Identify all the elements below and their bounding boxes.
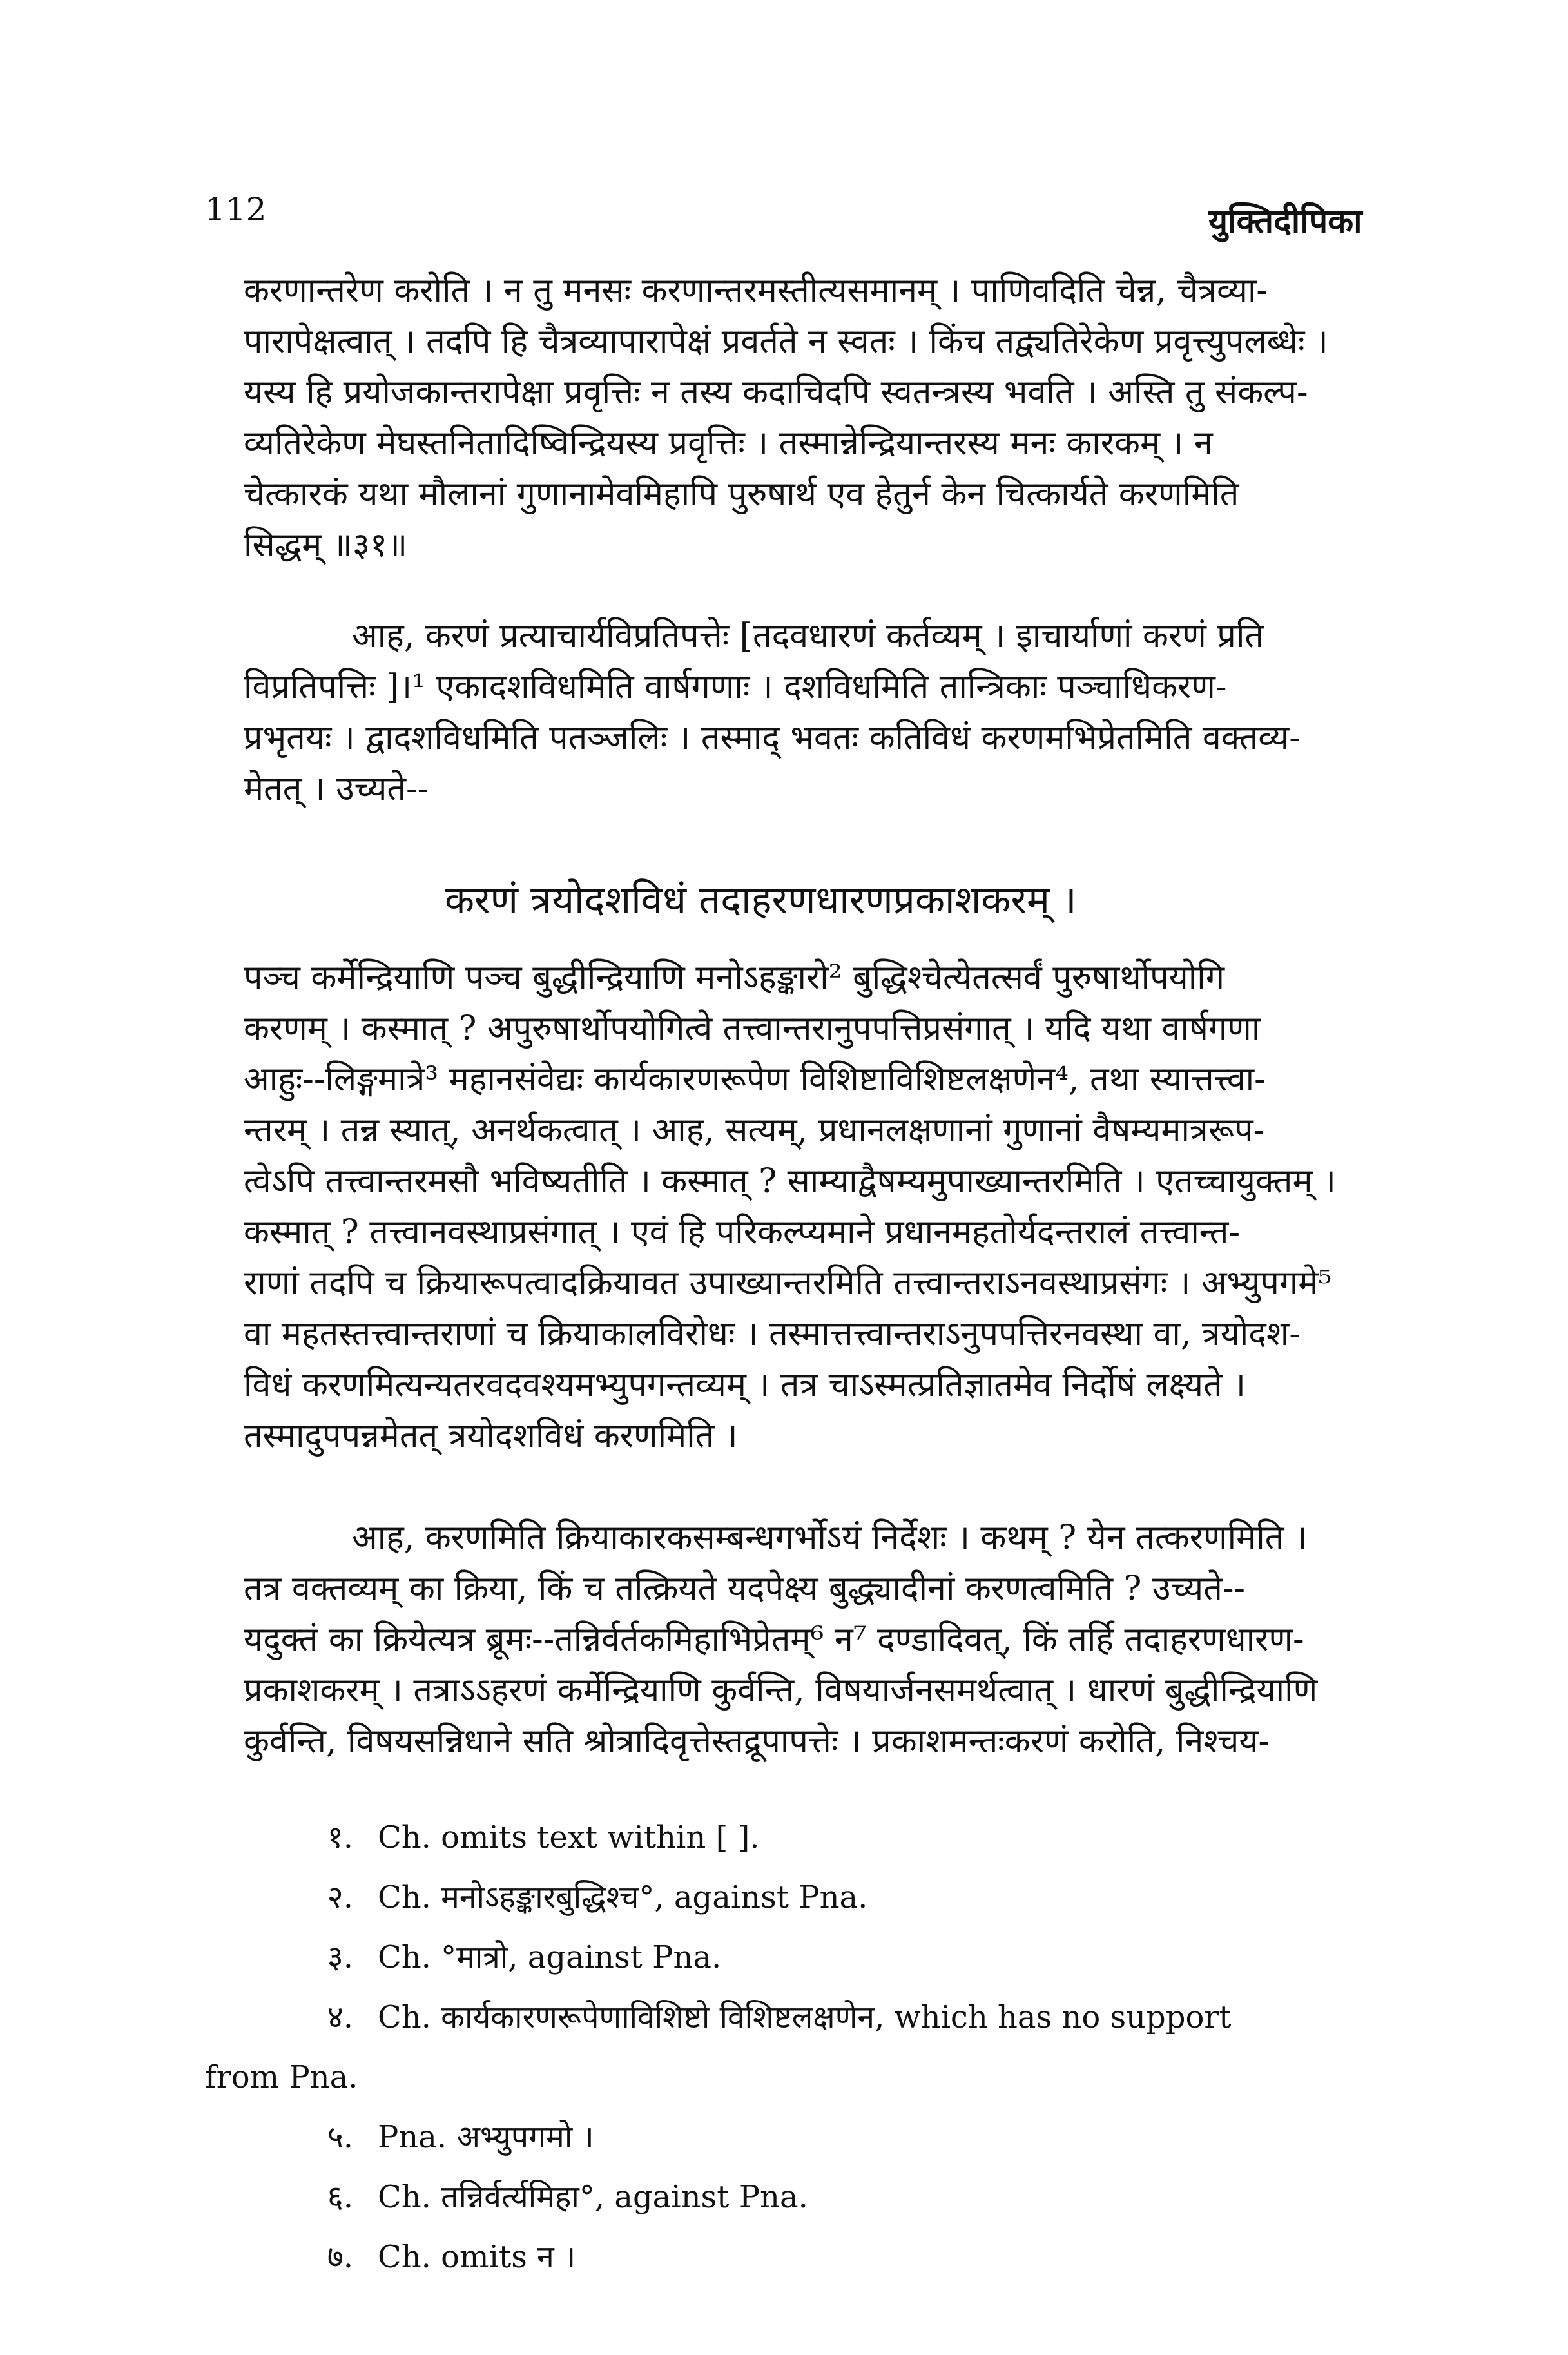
- footnote-number: ३.: [327, 1939, 353, 1975]
- text-line: राणां तदपि च क्रियारूपत्वादक्रियावत उपाख्यान्तरमिति तत्त्वान्तराऽनवस्थाप्रसंगः । अभ्युपगमे⁵: [244, 1264, 1332, 1303]
- footnote-text: Ch. °मात्रो, against Pna.: [378, 1939, 722, 1975]
- footnote: [205, 2227, 1410, 2287]
- page-number: 112: [205, 191, 267, 228]
- paragraph-3: [244, 953, 1404, 1462]
- text-line: आह, करणं प्रत्याचार्यविप्रतिपत्तेः [तदवधारणं कर्तव्यम् । इाचार्याणां करणं प्रति: [352, 617, 1264, 655]
- footnote-text: from Pna.: [205, 2059, 358, 2095]
- text-line: न्तरम् । तन्न स्यात्, अनर्थकत्वात् । आह, सत्यम्, प्रधानलक्षणानां गुणानां वैषम्यमात्ररूप-: [244, 1111, 1265, 1150]
- text-line: तत्र वक्तव्यम् का क्रिया, किं च तत्क्रियते यदपेक्ष्य बुद्ध्यादीनां करणत्वमिति ? उच्यते--: [244, 1569, 1245, 1608]
- footnotes: [205, 1808, 1410, 2287]
- text-line: मेतत् । उच्यते--: [244, 770, 429, 808]
- text-line: वा महतस्तत्त्वान्तराणां च क्रियाकालविरोधः । तस्मात्तत्त्वान्तराऽनुपपत्तिरनवस्था वा, त्रयोदश-: [244, 1315, 1301, 1353]
- text-line: चेत्कारकं यथा मौलानां गुणानामेवमिहापि पुरुषार्थ एव हेतुर्न केन चित्कार्यते करणमिति: [244, 475, 1239, 514]
- text-line: करणान्तरेण करोति । न तु मनसः करणान्तरमस्तीत्यसमानम् । पाणिवदिति चेन्न, चैत्रव्या-: [244, 271, 1268, 310]
- text-line: विधं करणमित्यन्यतरवदवश्यमभ्युपगन्तव्यम् । तत्र चाऽस्मत्प्रतिज्ञातमेव निर्दोषं लक्ष्यते ।: [244, 1366, 1246, 1404]
- text-line: सिद्धम् ॥३१॥: [244, 526, 408, 565]
- sutra-heading: करणं त्रयोदशविधं तदाहरणधारणप्रकाशकरम् ।: [445, 878, 1077, 923]
- text-line: व्यतिरेकेण मेघस्तनितादिष्विन्द्रियस्य प्रवृत्तिः । तस्मान्नेन्द्रियान्तरस्य मनः कारकम् । न: [244, 424, 1213, 463]
- footnote-text: Ch. omits न ।: [378, 2239, 576, 2275]
- footnote-text: Ch. मनोऽहङ्कारबुद्धिश्च°, against Pna.: [378, 1879, 868, 1915]
- footnote-continuation: [205, 2048, 1410, 2108]
- text-line: यस्य हि प्रयोजकान्तरापेक्षा प्रवृत्तिः न तस्य कदाचिदपि स्वतन्त्रस्य भवति । अस्ति तु संकल्प-: [244, 373, 1308, 412]
- text-line: पञ्च कर्मेन्द्रियाणि पञ्च बुद्धीन्द्रियाणि मनोऽहङ्कारो² बुद्धिश्चेत्येतत्सर्वं पुरुषार्थोपयोगि: [244, 958, 1225, 997]
- footnote-number: १.: [327, 1819, 353, 1856]
- text-line: प्रभृतयः । द्वादशविधमिति पतञ्जलिः । तस्माद् भवतः कतिविधं करणमभिप्रेतमिति वक्तव्य-: [244, 719, 1301, 757]
- footnote-text: Ch. कार्यकारणरूपेणाविशिष्टो विशिष्टलक्षणेन, which has no support: [378, 1999, 1232, 2035]
- footnote: [205, 1868, 1410, 1928]
- footnote: [205, 1808, 1410, 1868]
- footnote: [205, 2108, 1410, 2167]
- paragraph-4: [244, 1513, 1404, 1767]
- footnote: [205, 1928, 1410, 1988]
- footnote: [205, 2167, 1410, 2227]
- footnote-number: ६.: [327, 2179, 353, 2215]
- paragraph-1: [244, 266, 1404, 571]
- running-title: युक्तिदीपिका: [1208, 202, 1362, 241]
- footnote-number: ७.: [327, 2239, 353, 2275]
- text-line: करणम् । कस्मात् ? अपुरुषार्थोपयोगित्वे तत्त्वान्तरानुपपत्तिप्रसंगात् । यदि यथा वार्षगणा: [244, 1009, 1261, 1048]
- paragraph-2: [244, 611, 1404, 815]
- text-line: पारापेक्षत्वात् । तदपि हि चैत्रव्यापारापेक्षं प्रवर्तते न स्वतः । किंच तद्व्यतिरेकेण प्रवृत्त्युपलब्धेः ।: [244, 322, 1328, 361]
- text-line: प्रकाशकरम् । तत्राऽऽहरणं कर्मेन्द्रियाणि कुर्वन्ति, विषयार्जनसमर्थत्वात् । धारणं बुद्धीन्द्रियाणि: [244, 1671, 1318, 1710]
- footnote-number: २.: [327, 1879, 353, 1915]
- footnote-text: Ch. omits text within [ ].: [378, 1819, 760, 1856]
- text-line: कुर्वन्ति, विषयसन्निधाने सति श्रोत्रादिवृत्तेस्तद्रूपापत्तेः । प्रकाशमन्तःकरणं करोति, निश्चय-: [244, 1722, 1270, 1761]
- footnote-number: ४.: [327, 1999, 353, 2035]
- text-line: कस्मात् ? तत्त्वानवस्थाप्रसंगात् । एवं हि परिकल्प्यमाने प्रधानमहतोर्यदन्तरालं तत्त्वान्त-: [244, 1213, 1241, 1252]
- text-line: यदुक्तं का क्रियेत्यत्र ब्रूमः--तन्निर्वर्तकमिहाभिप्रेतम्⁶ न⁷ दण्डादिवत्, किं तर्हि तदाहरणधारण-: [244, 1620, 1304, 1659]
- footnote-number: ५.: [327, 2119, 353, 2155]
- text-line: विप्रतिपत्तिः ]।¹ एकादशविधमिति वार्षगणाः । दशविधमिति तान्त्रिकाः पञ्चाधिकरण-: [244, 668, 1227, 706]
- text-line: त्वेऽपि तत्त्वान्तरमसौ भविष्यतीति । कस्मात् ? साम्याद्वैषम्यमुपाख्यान्तरमिति । एतच्चायुक्तम् ।: [244, 1162, 1336, 1201]
- footnote: [205, 1988, 1410, 2048]
- text-line: आहुः--लिङ्गमात्रे³ महानसंवेद्यः कार्यकारणरूपेण विशिष्टाविशिष्टलक्षणेन⁴, तथा स्यात्तत्त्वा-: [244, 1060, 1266, 1099]
- text-line: आह, करणमिति क्रियाकारकसम्बन्धगर्भोऽयं निर्देशः । कथम् ? येन तत्करणमिति ।: [352, 1518, 1308, 1557]
- footnote-text: Pna. अभ्युपगमो ।: [378, 2119, 594, 2155]
- footnote-text: Ch. तन्निर्वर्त्यमिहा°, against Pna.: [378, 2179, 808, 2215]
- text-line: तस्मादुपपन्नमेतत् त्रयोदशविधं करणमिति ।: [244, 1417, 738, 1455]
